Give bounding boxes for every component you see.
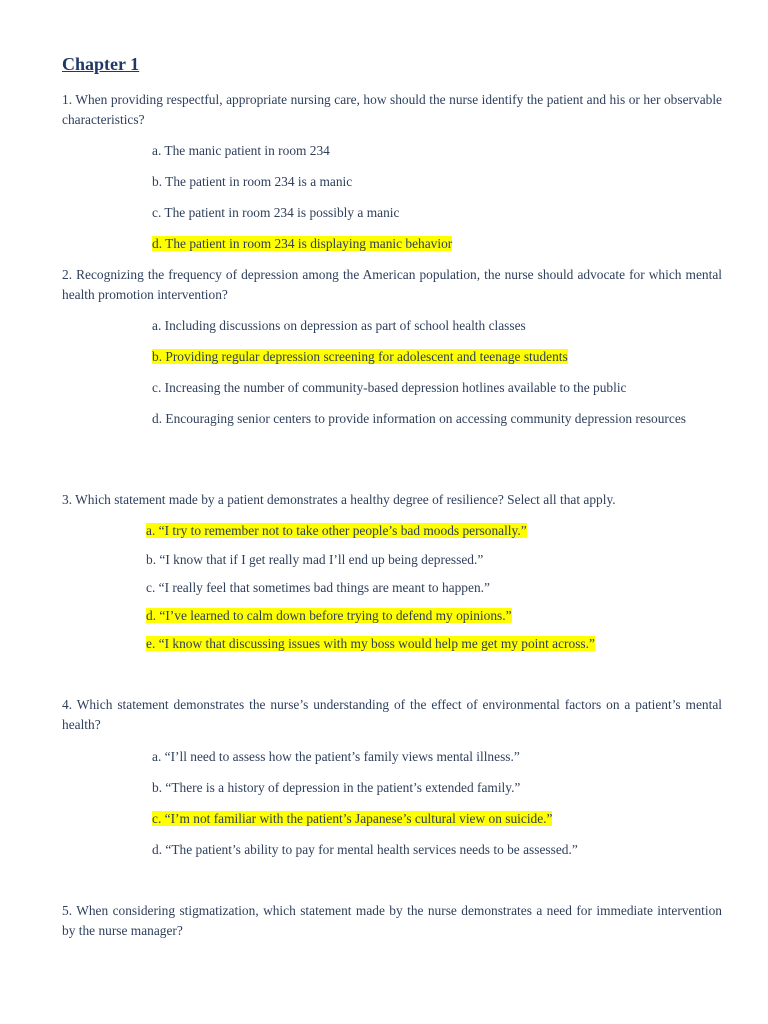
q4-option-b: b. “There is a history of depression in the patient’s extended family.”: [152, 780, 521, 795]
question-1: 1. When providing respectful, appropriate nursing care, how should the nurse identify the patient and his or her observable characteristics?: [62, 92, 722, 127]
q3-option-d: [146, 606, 512, 626]
q4-option-a: a. “I’ll need to assess how the patient’s family views mental illness.”: [152, 749, 520, 764]
q2-option-d: d. Encouraging senior centers to provide information on accessing community depression resources: [152, 411, 686, 426]
q3-option-c: c. “I really feel that sometimes bad things are meant to happen.”: [146, 580, 490, 595]
highlighted-answer: d. The patient in room 234 is displaying manic behavior: [152, 236, 453, 251]
highlighted-answer: b. Providing regular depression screening for adolescent and teenage students: [152, 349, 568, 364]
q1-option-b: b. The patient in room 234 is a manic: [152, 174, 353, 189]
q3-option-e: [146, 634, 595, 654]
q1-option-a: a. The manic patient in room 234: [152, 143, 330, 158]
q1-option-d: [152, 234, 452, 254]
q2-option-b: [152, 347, 568, 367]
question-2: 2. Recognizing the frequency of depression among the American population, the nurse should advocate for which mental health promotion intervention?: [62, 267, 722, 302]
q4-option-d: d. “The patient’s ability to pay for mental health services needs to be assessed.”: [152, 842, 578, 857]
highlighted-answer: c. “I’m not familiar with the patient’s Japanese’s cultural view on suicide.”: [152, 811, 553, 826]
q3-option-a: [146, 521, 527, 541]
q4-option-c: [152, 809, 552, 829]
highlighted-answer: a. “I try to remember not to take other people’s bad moods personally.”: [146, 523, 527, 538]
highlighted-answer: e. “I know that discussing issues with my boss would help me get my point across.”: [146, 636, 595, 651]
question-4: 4. Which statement demonstrates the nurse’s understanding of the effect of environmental factors on a patient’s mental health?: [62, 697, 722, 732]
q2-option-c: c. Increasing the number of community-based depression hotlines available to the public: [152, 380, 627, 395]
highlighted-answer: d. “I’ve learned to calm down before trying to defend my opinions.”: [146, 608, 512, 623]
q3-option-b: b. “I know that if I get really mad I’ll end up being depressed.”: [146, 552, 484, 567]
chapter-title: Chapter 1: [62, 54, 140, 74]
q1-option-c: c. The patient in room 234 is possibly a manic: [152, 205, 400, 220]
question-3: 3. Which statement made by a patient demonstrates a healthy degree of resilience? Select all that apply.: [62, 492, 616, 507]
q2-option-a: a. Including discussions on depression as part of school health classes: [152, 318, 526, 333]
question-5: 5. When considering stigmatization, which statement made by the nurse demonstrates a need for immediate intervention by the nurse manager?: [62, 903, 722, 938]
